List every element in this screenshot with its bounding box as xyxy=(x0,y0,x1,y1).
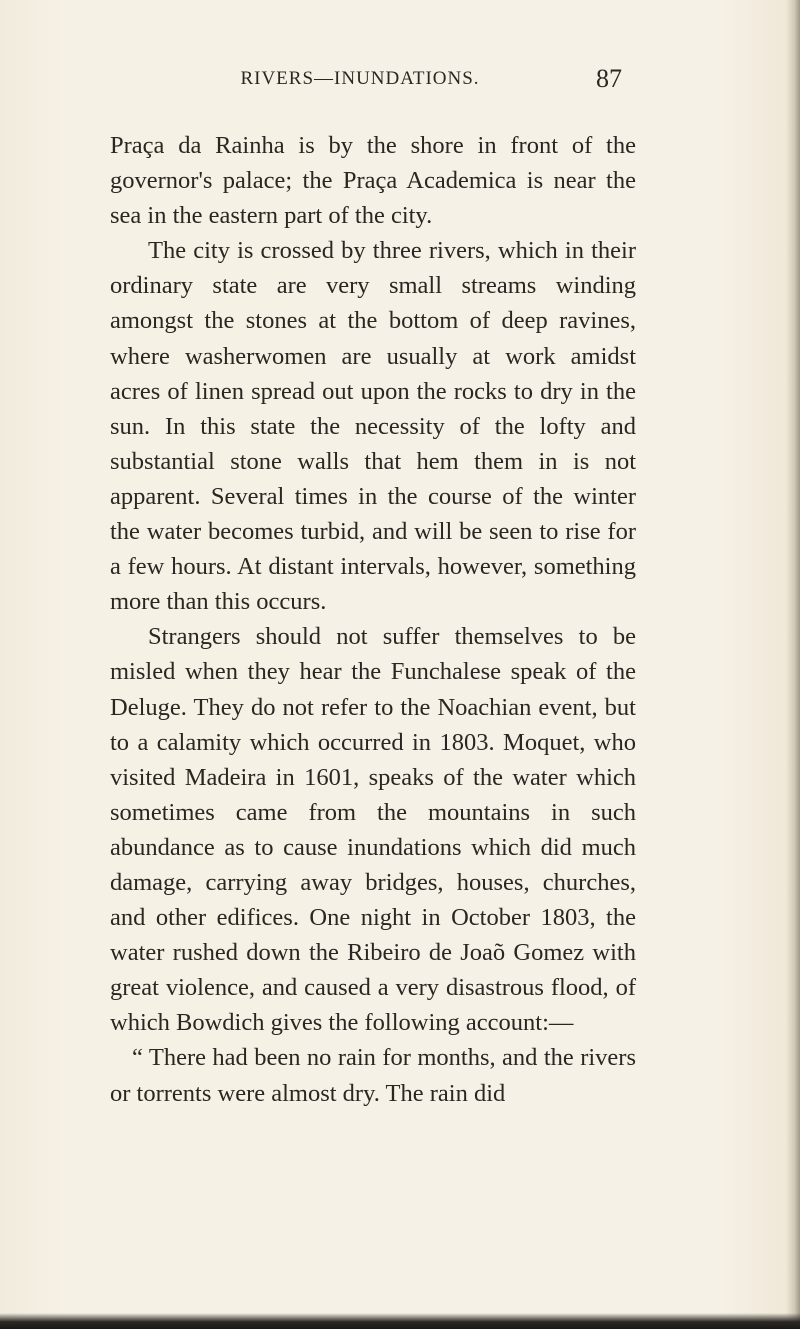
body-text xyxy=(110,128,636,1111)
running-head xyxy=(0,66,800,96)
quoted-paragraph: “ There had been no rain for months, and the rivers or torrents were almost dry. The rain did xyxy=(110,1044,636,1107)
page-bottom-edge xyxy=(0,1313,800,1329)
running-title: RIVERS—INUNDATIONS. xyxy=(240,68,480,89)
paragraph: Strangers should not suffer themselves to be misled when they hear the Funchalese speak of the Deluge. They do not refer to the Noachian event, but to a calamity which occurred in 1803. Moquet, who visited Madeira in 1601, speaks of the water which sometimes came from the mountains in such abundance as to cause inundations which did much damage, carrying away bridges, houses, churches, and other edifices. One night in October 1803, the water rushed down the Ribeiro de Joaõ Gomez with great violence, and caused a very disastrous flood, of which Bowdich gives the following account:— xyxy=(110,623,636,1037)
page-number: 87 xyxy=(596,64,622,93)
page-edge-shadow xyxy=(786,0,800,1329)
paragraph: The city is crossed by three rivers, which in their ordinary state are very small streams winding amongst the stones at the bottom of deep ravines, where washerwomen are usually at work amidst acres of linen spread out upon the rocks to dry in the sun. In this state the necessity of the lofty and substantial stone walls that hem them in is not apparent. Several times in the course of the winter the water becomes turbid, and will be seen to rise for a few hours. At distant intervals, however, something more than this occurs. xyxy=(110,237,636,616)
paragraph: Praça da Rainha is by the shore in front of the governor's palace; the Praça Academica is near the sea in the eastern part of the city. xyxy=(110,132,636,230)
